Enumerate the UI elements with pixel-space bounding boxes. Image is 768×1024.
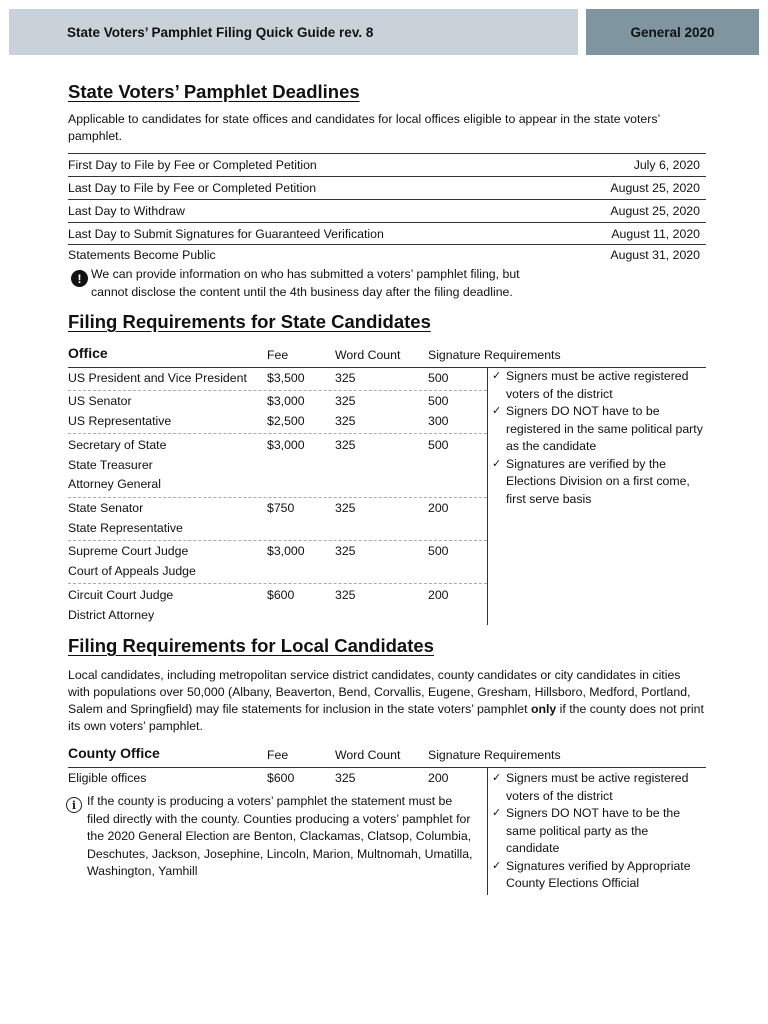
office-name: State Representative [68,521,183,535]
local-intro [68,667,704,735]
checklist-item: ✓ Signers must be active registered voters of the district [490,368,704,403]
column-divider [487,367,488,625]
office-name: Attorney General [68,477,161,491]
office-signatures: 200 [428,588,449,602]
office-name: Eligible offices [68,771,147,785]
deadline-date: August 31, 2020 [610,248,700,262]
state-col-office: Office [68,345,108,361]
office-name: Circuit Court Judge [68,588,174,602]
office-word-count: 325 [335,588,356,602]
row-divider [68,497,487,498]
office-signatures: 300 [428,414,449,428]
deadline-row [68,245,706,265]
county-info-text: If the county is producing a voters’ pamphlet the statement must be filed directly with the county. Counties producing a voters’ pamphlet for the 2020 General Election are Benton, Clackamas, Clatsop, Columbia, Deschutes, Jackson, Josephine, Lincoln, Marion, Multnomah, Umatilla, Washington, Yamhill [87,794,473,878]
office-fee: $3,000 [267,438,305,452]
deadlines-intro: Applicable to candidates for state offices and candidates for local offices eligible to appear in the state voters’ pamphlet. [68,112,660,143]
deadline-label: Last Day to File by Fee or Completed Petition [68,181,317,195]
office-signatures: 200 [428,501,449,515]
office-fee: $750 [267,501,295,515]
deadline-date: August 25, 2020 [610,204,700,218]
checklist-item: ✓ Signers must be active registered voters of the district [490,770,704,805]
office-name: US President and Vice President [68,371,247,385]
deadline-date: July 6, 2020 [633,158,700,172]
state-signature-checklist [490,368,704,508]
office-name: Court of Appeals Judge [68,564,196,578]
office-signatures: 500 [428,544,449,558]
deadline-row [68,222,706,245]
local-intro-text-end: if the county does not print its own voters’ pamphlet. [68,702,704,733]
office-signatures: 500 [428,371,449,385]
row-divider [68,433,487,434]
exclamation-icon: ! [71,270,88,287]
state-col-fee: Fee [267,348,289,362]
deadline-label: Last Day to Submit Signatures for Guaranteed Verification [68,226,384,241]
office-signatures: 500 [428,394,449,408]
deadline-note-line1: We can provide information on who has submitted a voters’ pamphlet filing, but [91,267,520,281]
office-name: State Senator [68,501,144,515]
office-fee: $3,000 [267,394,305,408]
local-col-signatures: Signature Requirements [428,748,561,762]
office-fee: $2,500 [267,414,305,428]
office-name: US Representative [68,414,172,428]
office-word-count: 325 [335,438,356,452]
deadline-date: August 11, 2020 [611,226,700,241]
deadline-label: First Day to File by Fee or Completed Petition [68,158,317,172]
row-divider [68,583,487,584]
header-edition: General 2020 [586,9,759,55]
office-name: State Treasurer [68,458,153,472]
header-title: State Voters’ Pamphlet Filing Quick Guide rev. 8 [9,9,578,55]
office-fee: $3,000 [267,544,305,558]
info-icon: i [66,797,82,813]
local-col-word-count: Word Count [335,748,401,762]
local-intro-emphasis: only [530,702,557,716]
deadline-row [68,153,706,176]
deadline-date: August 25, 2020 [610,181,700,195]
deadline-note-line2: cannot disclose the content until the 4th business day after the filing deadline. [91,285,513,299]
local-signature-checklist [490,770,704,893]
deadlines-table [68,153,706,265]
office-fee: $600 [267,588,295,602]
deadline-label: Last Day to Withdraw [68,204,185,218]
office-word-count: 325 [335,501,356,515]
office-name: US Senator [68,394,132,408]
office-word-count: 325 [335,371,356,385]
local-col-office: County Office [68,745,160,761]
state-col-word-count: Word Count [335,348,401,362]
office-word-count: 325 [335,544,356,558]
local-intro-text: Local candidates, including metropolitan service district candidates, county candidates or city candidates in cities with populations over 50,000 (Albany, Beaverton, Bend, Corvallis, Eugene, Gresham, Hillsboro, Medford, Portland, Salem and Springfield) may file statements for inclusion in the state voters’ pamphlet [68,668,691,716]
office-fee: $600 [267,771,295,785]
local-title: Filing Requirements for Local Candidates [68,635,434,656]
checklist-item: ✓ Signers DO NOT have to be the same political party as the candidate [490,805,704,858]
state-col-signatures: Signature Requirements [428,348,561,362]
office-name: District Attorney [68,608,155,622]
local-col-fee: Fee [267,748,289,762]
checklist-item: ✓ Signatures are verified by the Elections Division on a first come, first serve basis [490,456,704,509]
row-divider [68,390,487,391]
checklist-item: ✓ Signatures verified by Appropriate County Elections Official [490,858,704,893]
checklist-item: ✓ Signers DO NOT have to be registered in the same political party as the candidate [490,403,704,456]
office-name: Supreme Court Judge [68,544,189,558]
state-title: Filing Requirements for State Candidates [68,311,431,332]
deadlines-title: State Voters’ Pamphlet Deadlines [68,81,360,102]
office-word-count: 325 [335,771,356,785]
row-divider [68,540,487,541]
office-name: Secretary of State [68,438,167,452]
deadline-label: Statements Become Public [68,248,216,262]
header-rule [68,767,706,768]
office-word-count: 325 [335,394,356,408]
office-fee: $3,500 [267,371,305,385]
office-signatures: 500 [428,438,449,452]
deadline-row [68,176,706,199]
office-word-count: 325 [335,414,356,428]
deadline-row [68,199,706,222]
column-divider [487,767,488,895]
office-signatures: 200 [428,771,449,785]
